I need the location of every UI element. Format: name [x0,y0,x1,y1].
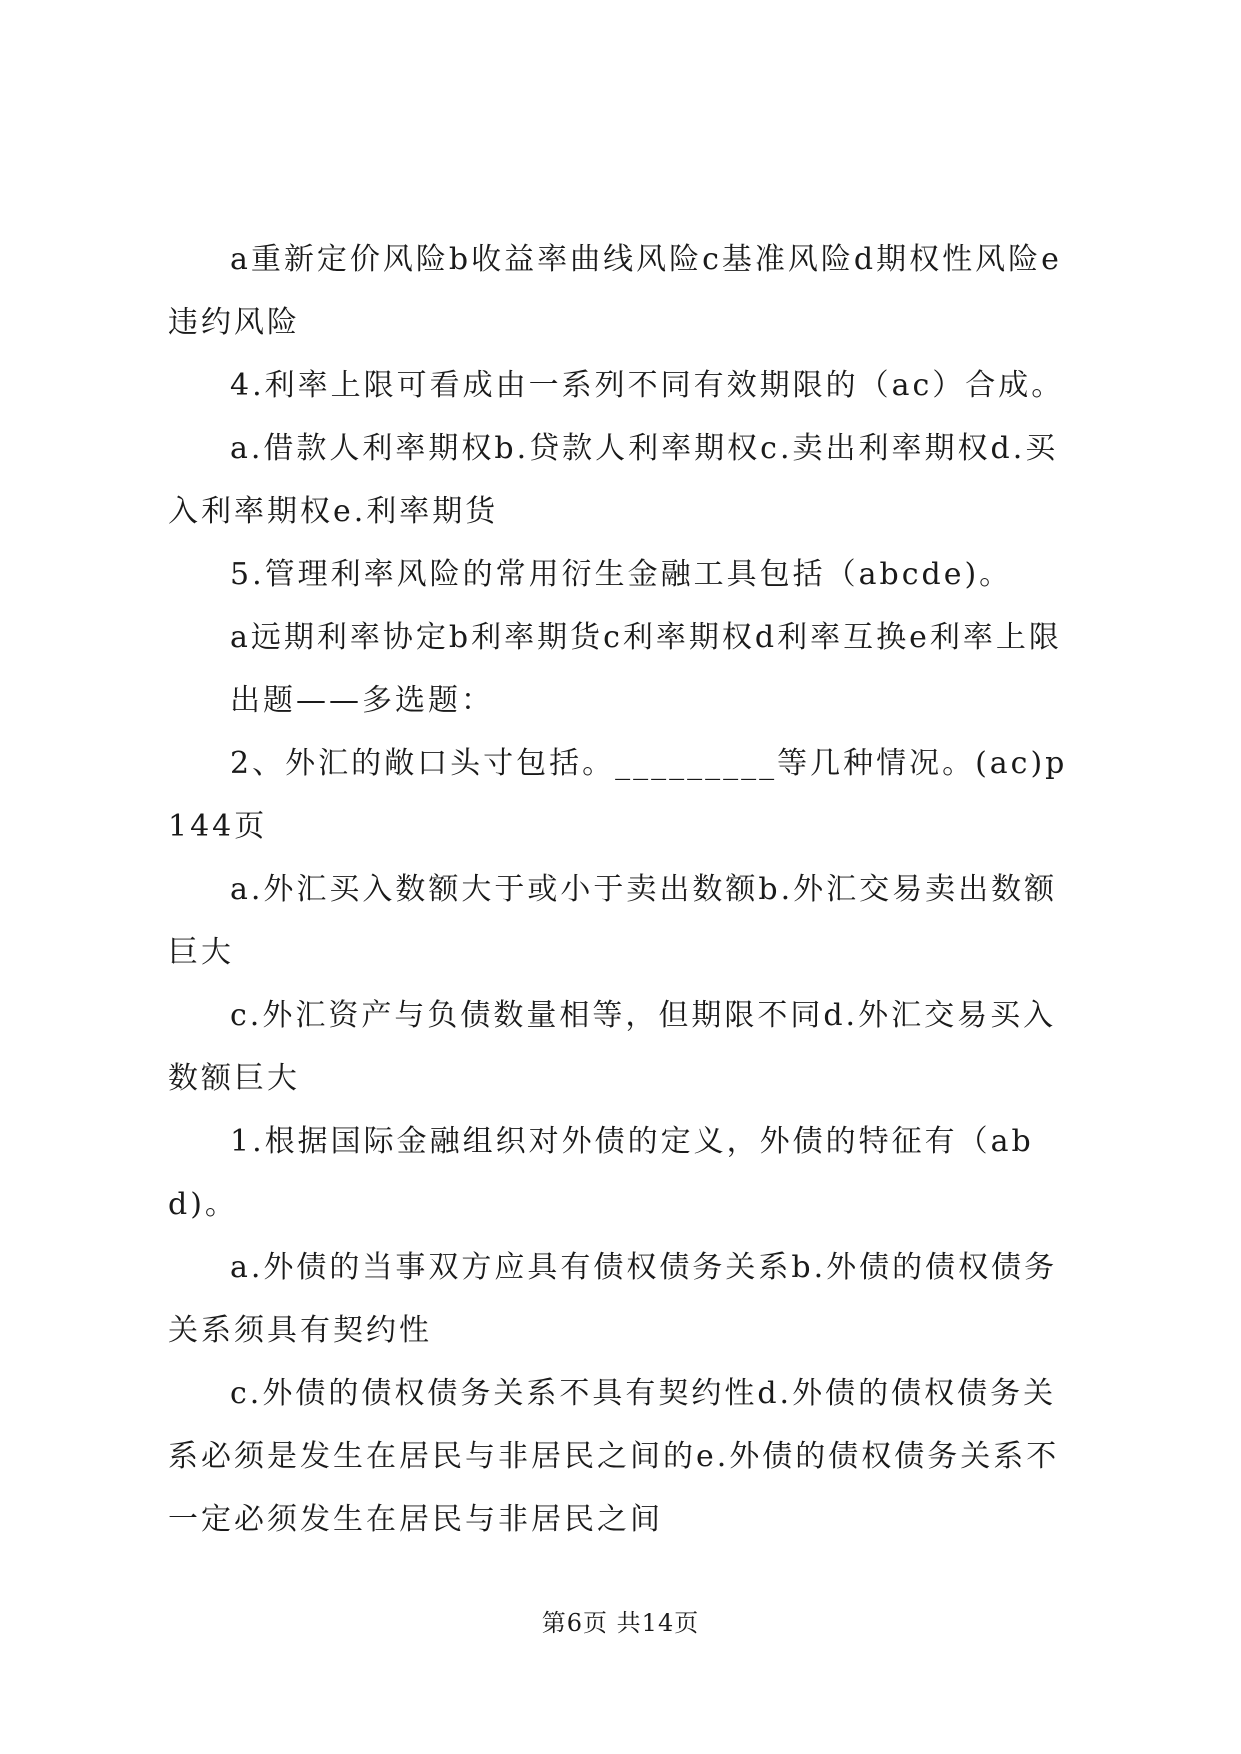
paragraph-debt-question: 1.根据国际金融组织对外债的定义，外债的特征有（abd)。 [168,1124,1034,1222]
paragraph-q4-options: a.借款人利率期权b.贷款人利率期权c.卖出利率期权d.买入利率期权e.利率期货 [168,431,1059,529]
page-footer: 第6页 共14页 [541,1609,700,1637]
paragraph-q3-options: a重新定价风险b收益率曲线风险c基准风险d期权性风险e违约风险 [168,242,1062,340]
paragraph-debt-options-ab: a.外债的当事双方应具有债权债务关系b.外债的债权债务关系须具有契约性 [168,1250,1058,1348]
paragraph-q5-question: 5.管理利率风险的常用衍生金融工具包括（abcde)。 [230,557,1013,592]
page-body [168,228,1078,1551]
paragraph-fx-options-ab: a.外汇买入数额大于或小于卖出数额b.外汇交易卖出数额巨大 [168,872,1058,970]
paragraph-fx-options-cd: c.外汇资产与负债数量相等，但期限不同d.外汇交易买入数额巨大 [168,998,1057,1096]
paragraph-q4-question: 4.利率上限可看成由一系列不同有效期限的（ac）合成。 [230,368,1065,403]
paragraph-q5-options: a远期利率协定b利率期货c利率期权d利率互换e利率上限 [230,620,1062,655]
paragraph-debt-options-cde: c.外债的债权债务关系不具有契约性d.外债的债权债务关系必须是发生在居民与非居民之间的e.外债的债权债务关系不一定必须发生在居民与非居民之间 [168,1376,1060,1537]
section-heading-multiple-choice: 出题——多选题： [230,683,494,718]
paragraph-fx-question: 2、外汇的敞口头寸包括。_________等几种情况。(ac)p144页 [168,746,1068,844]
